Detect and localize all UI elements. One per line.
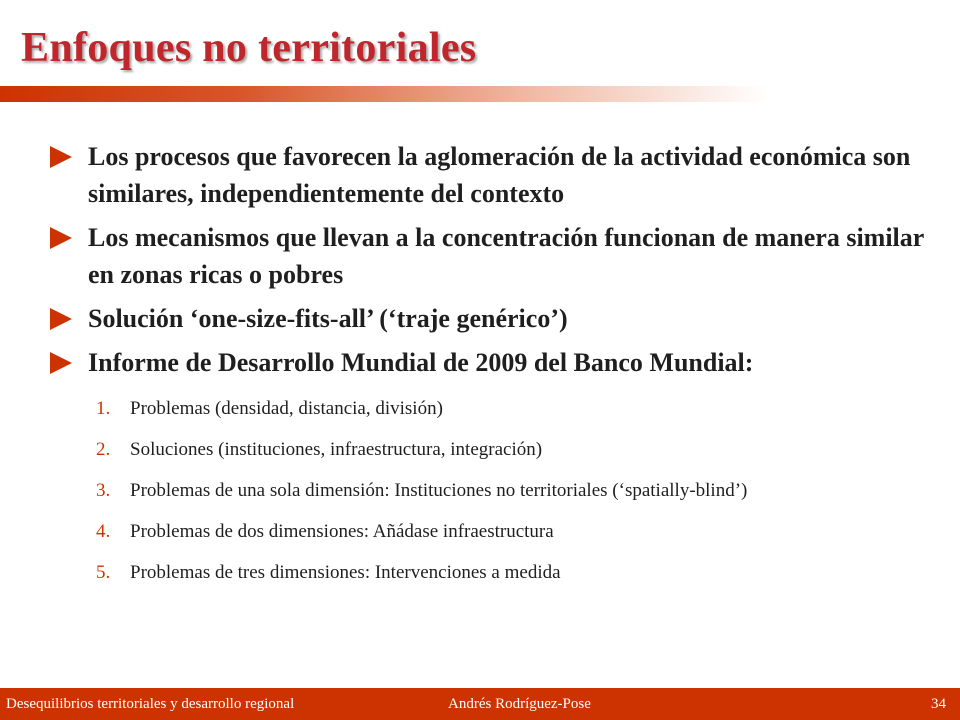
arrow-bullet-icon: [50, 308, 72, 330]
numbered-item: [96, 478, 876, 504]
numbered-item: [96, 396, 876, 422]
number-marker: 5.: [96, 562, 111, 583]
number-marker: 2.: [96, 439, 111, 460]
numbered-item: [96, 519, 876, 545]
bullet-text: Informe de Desarrollo Mundial de 2009 del Banco Mundial:: [88, 348, 754, 377]
arrow-bullet-icon: [50, 227, 72, 249]
footer-author: Andrés Rodríguez-Pose: [448, 696, 591, 712]
bullet-item: [50, 300, 930, 337]
slide-title: Enfoques no territoriales: [21, 25, 477, 71]
arrow-bullet-icon: [50, 146, 72, 168]
bullet-text: Los procesos que favorecen la aglomeración de la actividad económica son similares, independientemente del contexto: [88, 142, 911, 208]
numbered-item-text: Problemas (densidad, distancia, división): [130, 398, 443, 419]
numbered-item-text: Problemas de tres dimensiones: Intervenciones a medida: [130, 562, 561, 583]
page-number: 34: [931, 696, 946, 712]
bullet-text: Solución ‘one-size-fits-all’ (‘traje genérico’): [88, 304, 568, 333]
numbered-item: [96, 560, 876, 586]
numbered-item: [96, 437, 876, 463]
number-marker: 4.: [96, 521, 111, 542]
arrow-bullet-icon: [50, 352, 72, 374]
bullet-list: [50, 138, 930, 388]
footer-course-title: Desequilibrios territoriales y desarrollo regional: [6, 696, 295, 712]
footer-bar: [0, 688, 960, 720]
numbered-item-text: Problemas de una sola dimensión: Instituciones no territoriales (‘spatially-blind’): [130, 480, 748, 501]
bullet-text: Los mecanismos que llevan a la concentración funcionan de manera similar en zonas ricas o pobres: [88, 223, 924, 289]
bullet-item: [50, 219, 930, 293]
number-marker: 3.: [96, 480, 111, 501]
title-gradient-bar: [0, 86, 960, 102]
numbered-item-text: Problemas de dos dimensiones: Añádase infraestructura: [130, 521, 554, 542]
number-marker: 1.: [96, 398, 111, 419]
numbered-item-text: Soluciones (instituciones, infraestructura, integración): [130, 439, 543, 460]
numbered-list: [96, 396, 876, 601]
bullet-item: [50, 138, 930, 212]
bullet-item: [50, 344, 930, 381]
